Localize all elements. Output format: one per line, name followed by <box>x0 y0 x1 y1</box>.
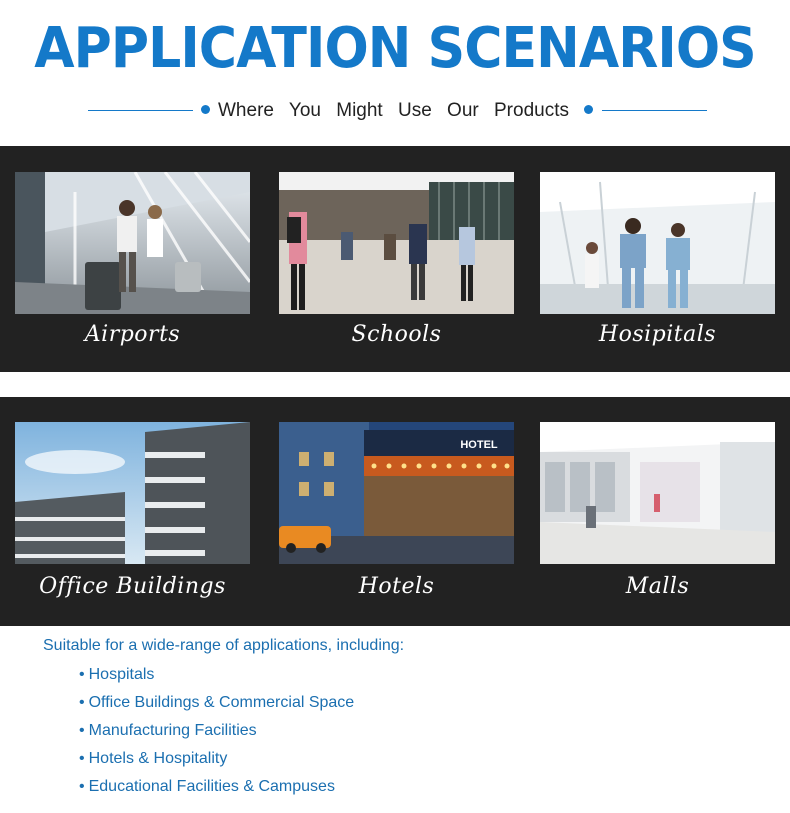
scenario-label-hospitals: Hosipitals <box>598 322 717 347</box>
subtitle-dot-right <box>584 105 593 114</box>
subtitle-divider-right <box>602 110 707 111</box>
scenario-band-top <box>0 146 790 372</box>
mall-photo <box>540 422 775 564</box>
bullet-icon: • <box>79 750 85 767</box>
list-item-label: Manufacturing Facilities <box>88 722 257 739</box>
list-item <box>79 748 354 776</box>
subtitle: Where You Might Use Our Products <box>218 100 569 121</box>
hotel-photo <box>279 422 514 564</box>
list-item-label: Hospitals <box>88 666 155 683</box>
scenario-label-airports: Airports <box>84 322 181 347</box>
applications-list <box>79 664 354 804</box>
scenario-label-schools: Schools <box>351 322 442 347</box>
list-item <box>79 776 354 804</box>
bullet-icon: • <box>79 722 85 739</box>
scenario-band-bottom <box>0 397 790 626</box>
list-item-label: Hotels & Hospitality <box>88 750 228 767</box>
bullet-icon: • <box>79 666 85 683</box>
subtitle-row <box>0 98 790 124</box>
bullet-icon: • <box>79 778 85 795</box>
airport-photo <box>15 172 250 314</box>
subtitle-divider-left <box>88 110 193 111</box>
list-item-label: Office Buildings & Commercial Space <box>88 694 355 711</box>
hospital-photo <box>540 172 775 314</box>
school-photo <box>279 172 514 314</box>
scenario-label-malls: Malls <box>625 574 690 599</box>
list-item <box>79 664 354 692</box>
scenario-label-office-buildings: Office Buildings <box>39 574 226 599</box>
subtitle-dot-left <box>201 105 210 114</box>
list-item <box>79 720 354 748</box>
hotel-sign-text: HOTEL <box>460 439 498 451</box>
list-item-label: Educational Facilities & Campuses <box>88 778 335 795</box>
applications-intro: Suitable for a wide-range of applications, including: <box>43 637 405 654</box>
list-item <box>79 692 354 720</box>
page-title: APPLICATION SCENARIOS <box>34 16 756 81</box>
office-photo <box>15 422 250 564</box>
bullet-icon: • <box>79 694 85 711</box>
scenario-label-hotels: Hotels <box>358 574 435 599</box>
